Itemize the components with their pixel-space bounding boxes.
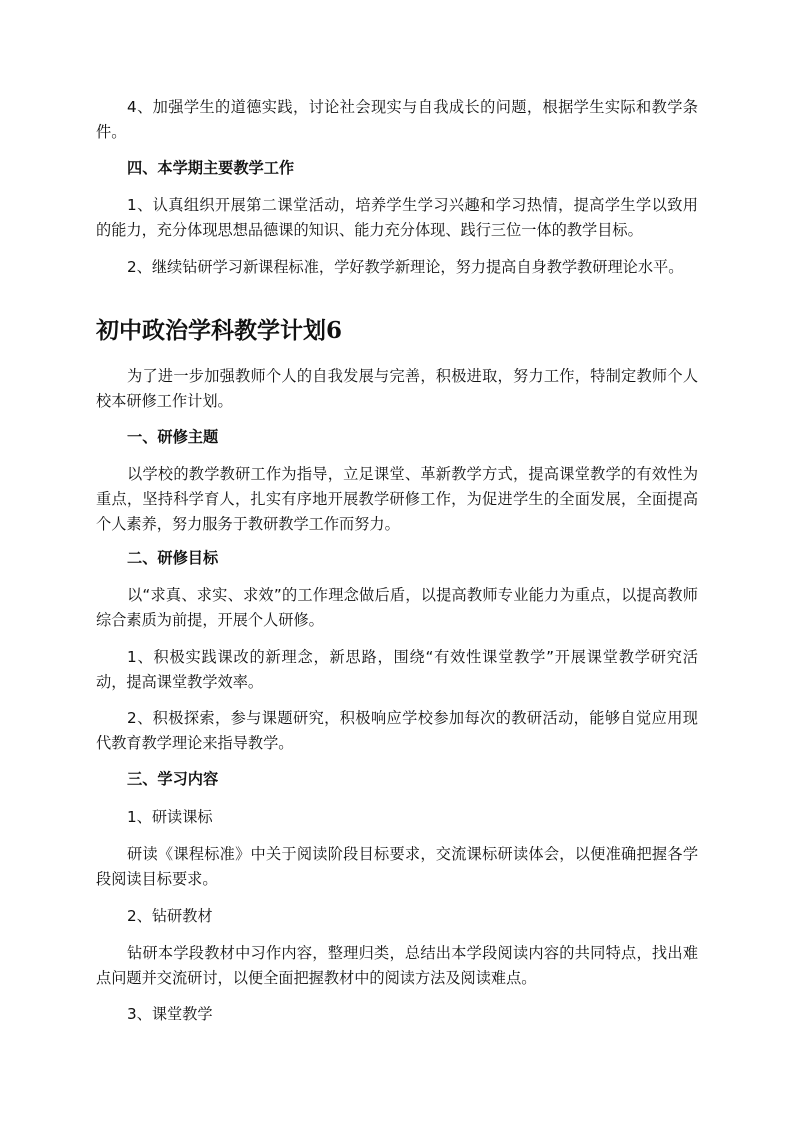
section-heading-research-goals: 二、研修目标: [127, 549, 219, 567]
document-heading-plan-6: 初中政治学科教学计划6: [96, 317, 343, 344]
paragraph-goal-1: 1、积极实践课改的新理念，新思路，围绕“有效性课堂教学”开展课堂教学研究活动，提高课堂教学效率。: [96, 648, 698, 691]
item-study-textbooks: 2、钻研教材: [127, 907, 213, 925]
section-heading-research-theme: 一、研修主题: [127, 428, 219, 446]
item-study-standards: 1、研读课标: [127, 808, 213, 826]
paragraph-goal-2: 2、积极探索，参与课题研究，积极响应学校参加每次的教研活动，能够自觉应用现代教育教学理论来指导教学。: [96, 709, 698, 752]
paragraph-moral-practice: 4、加强学生的道德实践，讨论社会现实与自我成长的问题，根据学生实际和教学条件。: [96, 98, 698, 141]
paragraph-curriculum-study: 2、继续钻研学习新课程标准，学好教学新理论，努力提高自身教学教研理论水平。: [127, 258, 684, 276]
paragraph-research-theme: 以学校的教学教研工作为指导，立足课堂、革新教学方式，提高课堂教学的有效性为重点，坚持科学育人，扎实有序地开展教学研修工作，为促进学生的全面发展，全面提高个人素养，努力服务于教研教学工作而努力。: [96, 465, 698, 533]
paragraph-study-standards: 研读《课程标准》中关于阅读阶段目标要求，交流课标研读体会，以便准确把握各学段阅读目标要求。: [96, 845, 698, 888]
section-heading-main-work: 四、本学期主要教学工作: [127, 159, 295, 177]
section-heading-study-content: 三、学习内容: [127, 770, 219, 788]
item-classroom-teaching: 3、课堂教学: [127, 1005, 213, 1023]
paragraph-goals-intro: 以“求真、求实、求效”的工作理念做后盾，以提高教师专业能力为重点，以提高教师综合素质为前提，开展个人研修。: [96, 586, 698, 629]
paragraph-intro: 为了进一步加强教师个人的自我发展与完善，积极进取，努力工作，特制定教师个人校本研修工作计划。: [96, 367, 698, 410]
paragraph-second-classroom: 1、认真组织开展第二课堂活动，培养学生学习兴趣和学习热情，提高学生学以致用的能力，充分体现思想品德课的知识、能力充分体现、践行三位一体的教学目标。: [96, 196, 698, 239]
paragraph-study-textbooks: 钻研本学段教材中习作内容，整理归类，总结出本学段阅读内容的共同特点，找出难点问题并交流研讨，以便全面把握教材中的阅读方法及阅读难点。: [96, 944, 698, 987]
